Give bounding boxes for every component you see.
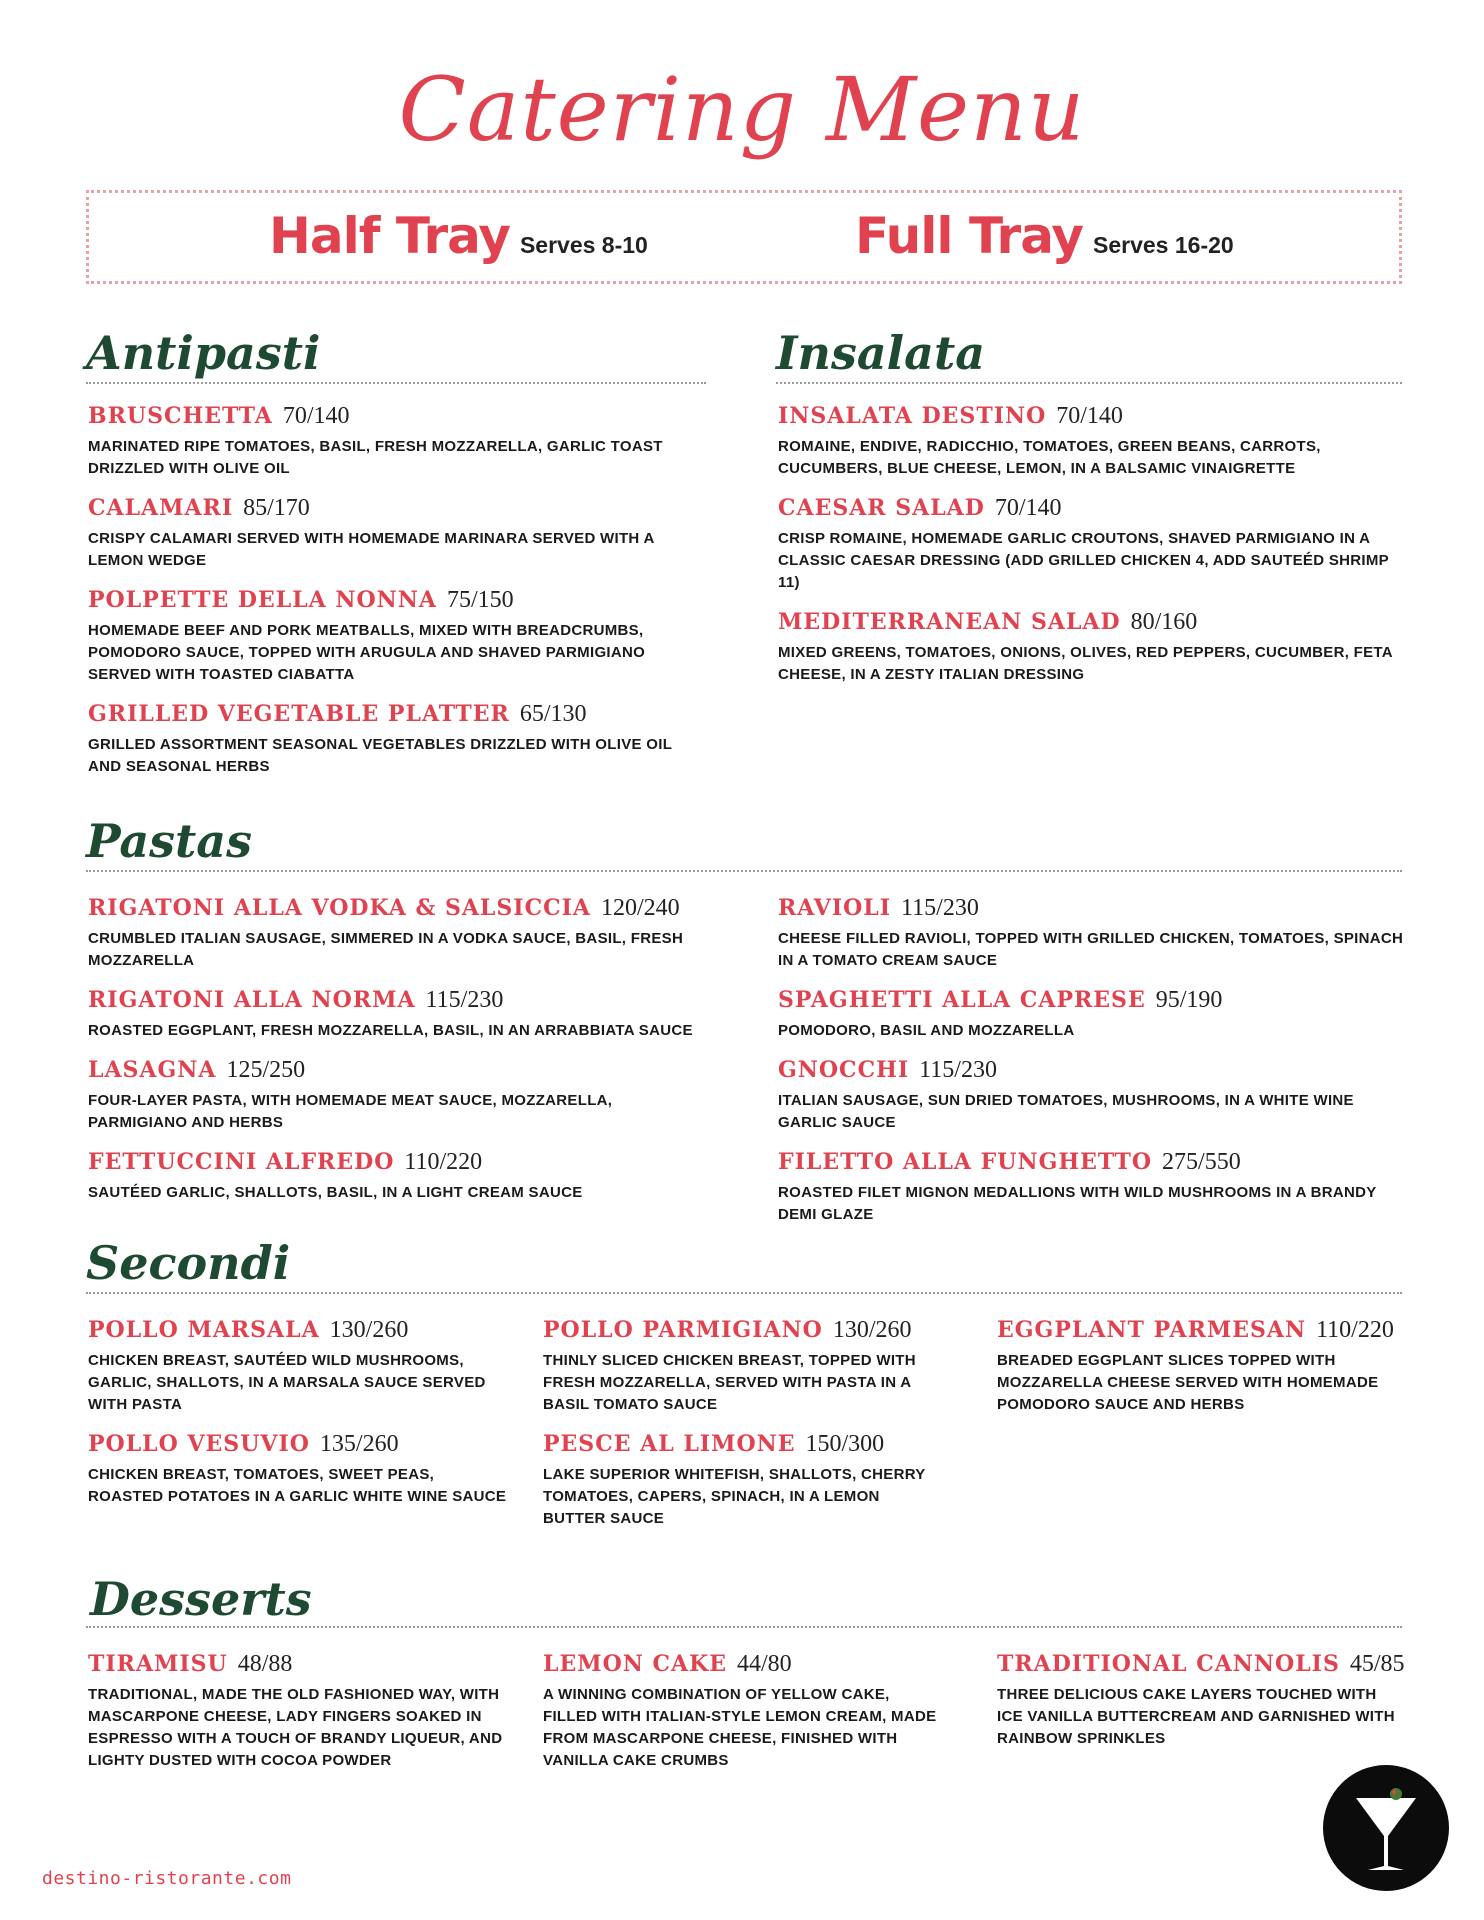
item-price: 130/260: [832, 1317, 912, 1343]
martini-glass-icon: [1322, 1764, 1450, 1892]
item-description: FOUR-LAYER PASTA, WITH HOMEMADE MEAT SAUCE, MOZZARELLA, PARMIGIANO AND HERBS: [88, 1092, 613, 1131]
item-price: 48/88: [237, 1651, 293, 1677]
item-price: 135/260: [319, 1431, 399, 1457]
item-price: 125/250: [226, 1057, 306, 1083]
half-tray-label: [269, 207, 648, 265]
tray-size-banner: [86, 190, 1402, 284]
item-description: CHEESE FILLED RAVIOLI, TOPPED WITH GRILLED CHICKEN, TOMATOES, SPINACH IN A TOMATO CREAM SAUCE: [778, 930, 1404, 969]
item-description: ROMAINE, ENDIVE, RADICCHIO, TOMATOES, GREEN BEANS, CARROTS, CUCUMBERS, BLUE CHEESE, LEMON, IN A BALSAMIC VINAIGRETTE: [778, 438, 1321, 477]
item-name: LASAGNA: [88, 1057, 217, 1083]
menu-item: [88, 1652, 508, 1772]
item-description: MIXED GREENS, TOMATOES, ONIONS, OLIVES, RED PEPPERS, CUCUMBER, FETA CHEESE, IN A ZESTY ITALIAN DRESSING: [778, 644, 1393, 683]
item-name: SPAGHETTI ALLA CAPRESE: [778, 987, 1146, 1013]
half-tray-name: Half Tray: [269, 207, 510, 265]
section-divider: [86, 1292, 1402, 1294]
item-price: 115/230: [919, 1057, 997, 1083]
item-price: 275/550: [1162, 1149, 1241, 1175]
item-price: 130/260: [329, 1317, 409, 1343]
menu-item: [88, 1058, 708, 1134]
item-price: 80/160: [1130, 609, 1198, 635]
item-name: POLPETTE DELLA NONNA: [88, 587, 437, 613]
item-name: INSALATA DESTINO: [778, 403, 1047, 429]
section-divider: [86, 870, 1402, 872]
item-price: 45/85: [1349, 1651, 1405, 1677]
item-name: CAESAR SALAD: [778, 495, 985, 521]
item-description: LAKE SUPERIOR WHITEFISH, SHALLOTS, CHERRY TOMATOES, CAPERS, SPINACH, IN A LEMON BUTTER SAUCE: [543, 1466, 926, 1527]
menu-item: [778, 1150, 1408, 1226]
item-description: GRILLED ASSORTMENT SEASONAL VEGETABLES DRIZZLED WITH OLIVE OIL AND SEASONAL HERBS: [88, 736, 672, 775]
item-price: 120/240: [600, 895, 680, 921]
item-name: MEDITERRANEAN SALAD: [778, 609, 1121, 635]
item-description: CHICKEN BREAST, SAUTÉED WILD MUSHROOMS, GARLIC, SHALLOTS, IN A MARSALA SAUCE SERVED WITH PASTA: [88, 1352, 486, 1413]
item-description: ROASTED FILET MIGNON MEDALLIONS WITH WILD MUSHROOMS IN A BRANDY DEMI GLAZE: [778, 1184, 1377, 1223]
page-title: Catering Menu: [398, 58, 1086, 161]
section-divider: [86, 1626, 1402, 1628]
section-heading-insalata: Insalata: [776, 326, 985, 380]
menu-item: [88, 1150, 708, 1204]
item-price: 70/140: [282, 403, 350, 429]
menu-item: [88, 896, 708, 972]
full-tray-name: Full Tray: [855, 207, 1084, 265]
item-price: 115/230: [425, 987, 504, 1013]
website-link[interactable]: destino-ristorante.com: [42, 1868, 292, 1889]
item-name: RAVIOLI: [778, 895, 892, 921]
menu-item: [88, 702, 698, 778]
item-description: SAUTÉED GARLIC, SHALLOTS, BASIL, IN A LIGHT CREAM SAUCE: [88, 1184, 583, 1201]
item-name: FILETTO ALLA FUNGHETTO: [778, 1149, 1153, 1175]
full-tray-serves: Serves 16-20: [1093, 232, 1234, 258]
item-name: TRADITIONAL CANNOLIS: [997, 1651, 1340, 1677]
item-name: RIGATONI ALLA VODKA & SALSICCIA: [88, 895, 591, 921]
menu-item: [778, 404, 1402, 480]
item-description: TRADITIONAL, MADE THE OLD FASHIONED WAY, WITH MASCARPONE CHEESE, LADY FINGERS SOAKED IN ESPRESSO WITH A TOUCH OF BRANDY LIQUEUR, AND LIGHTY DUSTED WITH COCOA POWDER: [88, 1686, 503, 1769]
menu-item: [997, 1651, 1405, 1750]
item-description: A WINNING COMBINATION OF YELLOW CAKE, FILLED WITH ITALIAN-STYLE LEMON CREAM, MADE FROM MASCARPONE CHEESE, FINISHED WITH VANILLA CAKE CRUMBS: [543, 1686, 937, 1769]
menu-item: [543, 1432, 943, 1530]
menu-item: [543, 1652, 943, 1772]
item-description: CRUMBLED ITALIAN SAUSAGE, SIMMERED IN A VODKA SAUCE, BASIL, FRESH MOZZARELLA: [88, 930, 684, 969]
item-name: TIRAMISU: [88, 1651, 228, 1677]
menu-item: [778, 896, 1408, 972]
item-price: 95/190: [1155, 987, 1223, 1013]
half-tray-serves: Serves 8-10: [519, 232, 648, 258]
item-price: 75/150: [446, 587, 514, 613]
section-heading-secondi: Secondi: [86, 1236, 291, 1290]
item-price: 70/140: [994, 495, 1062, 521]
item-description: CHICKEN BREAST, TOMATOES, SWEET PEAS, ROASTED POTATOES IN A GARLIC WHITE WINE SAUCE: [88, 1466, 507, 1505]
item-description: HOMEMADE BEEF AND PORK MEATBALLS, MIXED WITH BREADCRUMBS, POMODORO SAUCE, TOPPED WITH ARUGULA AND SHAVED PARMIGIANO SERVED WITH TOASTED CIABATTA: [88, 622, 646, 683]
menu-item: [778, 1058, 1408, 1134]
item-price: 70/140: [1056, 403, 1123, 429]
section-heading-desserts: Desserts: [90, 1572, 312, 1626]
item-name: POLLO MARSALA: [88, 1317, 320, 1343]
menu-item: [778, 610, 1402, 686]
item-name: GRILLED VEGETABLE PLATTER: [88, 701, 510, 727]
item-description: CRISPY CALAMARI SERVED WITH HOMEMADE MARINARA SERVED WITH A LEMON WEDGE: [88, 530, 655, 569]
item-name: PESCE AL LIMONE: [543, 1431, 796, 1457]
item-description: POMODORO, BASIL AND MOZZARELLA: [778, 1022, 1075, 1039]
menu-item: [88, 496, 698, 572]
menu-item: [997, 1318, 1402, 1416]
menu-item: [778, 496, 1402, 594]
item-name: RIGATONI ALLA NORMA: [88, 987, 416, 1013]
item-price: 150/300: [805, 1431, 885, 1457]
full-tray-label: [855, 207, 1234, 265]
item-price: 85/170: [243, 495, 310, 521]
item-description: CRISP ROMAINE, HOMEMADE GARLIC CROUTONS, SHAVED PARMIGIANO IN A CLASSIC CAESAR DRESSING (ADD GRILLED CHICKEN 4, ADD SAUTEÉD SHRIMP 11): [778, 530, 1389, 591]
menu-item: [88, 1432, 508, 1508]
section-divider: [776, 382, 1402, 384]
section-heading-pastas: Pastas: [86, 814, 253, 868]
item-name: LEMON CAKE: [543, 1651, 727, 1677]
menu-item: [88, 1318, 508, 1416]
menu-item: [778, 988, 1408, 1042]
item-description: ROASTED EGGPLANT, FRESH MOZZARELLA, BASIL, IN AN ARRABBIATA SAUCE: [88, 1022, 693, 1039]
item-description: THINLY SLICED CHICKEN BREAST, TOPPED WITH FRESH MOZZARELLA, SERVED WITH PASTA IN A BASIL TOMATO SAUCE: [543, 1352, 916, 1413]
item-price: 65/130: [519, 701, 587, 727]
item-description: MARINATED RIPE TOMATOES, BASIL, FRESH MOZZARELLA, GARLIC TOAST DRIZZLED WITH OLIVE OIL: [88, 438, 663, 477]
item-name: BRUSCHETTA: [88, 403, 273, 429]
item-description: THREE DELICIOUS CAKE LAYERS TOUCHED WITH ICE VANILLA BUTTERCREAM AND GARNISHED WITH RAINBOW SPRINKLES: [997, 1686, 1395, 1747]
item-description: BREADED EGGPLANT SLICES TOPPED WITH MOZZARELLA CHEESE SERVED WITH HOMEMADE POMODORO SAUCE AND HERBS: [997, 1352, 1379, 1413]
section-divider: [86, 382, 706, 384]
item-name: EGGPLANT PARMESAN: [997, 1317, 1307, 1343]
item-description: ITALIAN SAUSAGE, SUN DRIED TOMATOES, MUSHROOMS, IN A WHITE WINE GARLIC SAUCE: [778, 1092, 1354, 1131]
item-price: 44/80: [737, 1651, 792, 1677]
menu-item: [543, 1318, 943, 1416]
item-name: GNOCCHI: [778, 1057, 910, 1083]
menu-item: [88, 988, 708, 1042]
item-name: CALAMARI: [88, 495, 234, 521]
item-price: 110/220: [1316, 1317, 1394, 1343]
section-heading-antipasti: Antipasti: [86, 326, 321, 380]
menu-item: [88, 588, 698, 686]
item-price: 110/220: [404, 1149, 483, 1175]
item-name: POLLO PARMIGIANO: [543, 1317, 823, 1343]
menu-item: [88, 404, 698, 480]
item-name: FETTUCCINI ALFREDO: [88, 1149, 395, 1175]
item-name: POLLO VESUVIO: [88, 1431, 310, 1457]
item-price: 115/230: [901, 895, 979, 921]
